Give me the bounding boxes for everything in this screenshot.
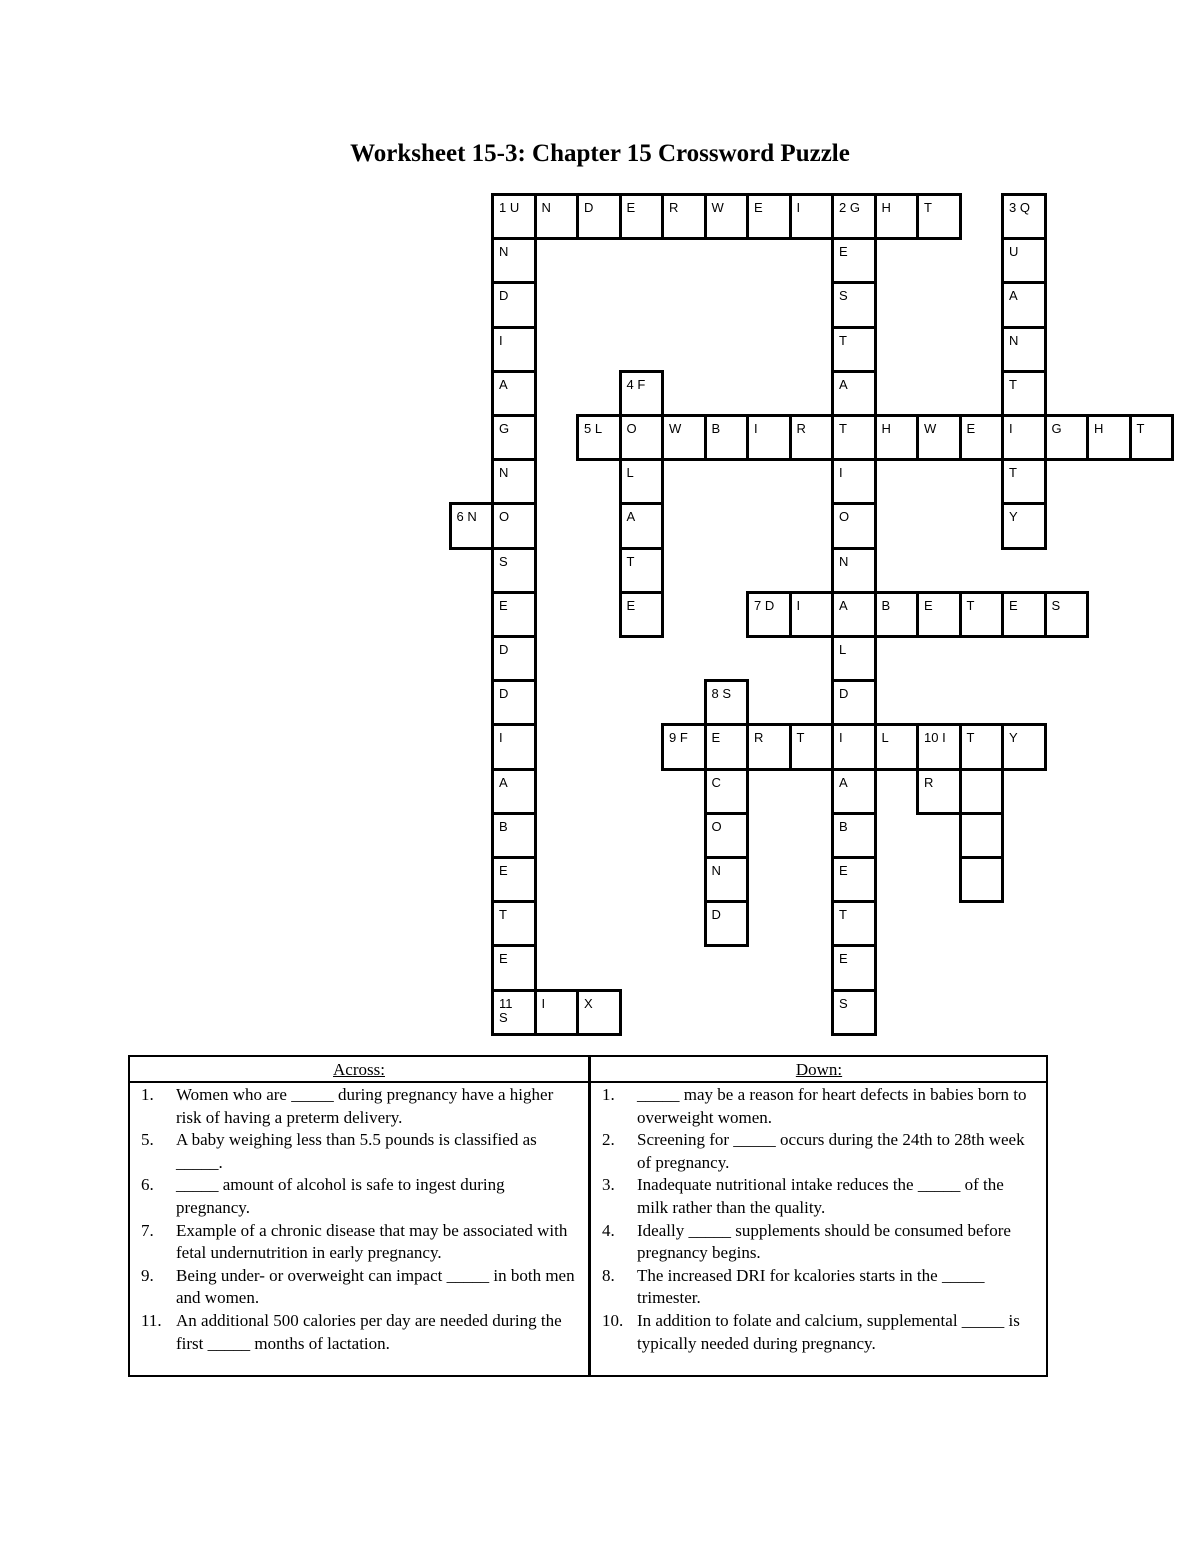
clue-number: 5. bbox=[141, 1130, 154, 1150]
cell-letter: E bbox=[626, 200, 636, 215]
cell-letter: S bbox=[839, 995, 848, 1011]
crossword-cell[interactable] bbox=[831, 502, 877, 549]
cell-letter: T bbox=[1009, 465, 1017, 481]
down-clue-list bbox=[591, 1084, 1047, 1355]
cell-letter: I bbox=[796, 200, 801, 215]
crossword-cell[interactable] bbox=[1001, 326, 1047, 373]
crossword-cell[interactable] bbox=[959, 723, 1005, 770]
crossword-cell[interactable] bbox=[491, 723, 537, 770]
crossword-cell[interactable] bbox=[704, 414, 750, 461]
cell-letter: N bbox=[1009, 332, 1019, 348]
cell-letter: L bbox=[839, 642, 847, 657]
crossword-cell[interactable] bbox=[491, 679, 537, 726]
cell-letter: T bbox=[839, 907, 847, 923]
cell-letter: G bbox=[1051, 421, 1062, 436]
clue-number: 4. bbox=[602, 1220, 615, 1240]
down-clue bbox=[591, 1220, 1047, 1265]
cell-letter: E bbox=[839, 951, 848, 967]
crossword-cell[interactable] bbox=[491, 812, 537, 859]
crossword-cell[interactable] bbox=[1001, 281, 1047, 328]
cell-letter: E bbox=[499, 951, 508, 967]
crossword-cell[interactable] bbox=[576, 193, 622, 240]
crossword-cell[interactable] bbox=[491, 326, 537, 373]
crossword-cell[interactable] bbox=[491, 635, 537, 682]
cell-letter: O bbox=[499, 509, 510, 525]
cell-letter: T bbox=[499, 907, 507, 923]
cell-letter: A bbox=[499, 774, 508, 790]
cell-letter: H bbox=[881, 200, 891, 215]
cell-letter: I bbox=[1009, 421, 1013, 436]
crossword-cell[interactable] bbox=[619, 458, 665, 505]
cell-letter: E bbox=[499, 597, 508, 613]
cell-letter: E bbox=[924, 597, 933, 613]
cell-letter: B bbox=[711, 421, 721, 436]
page-title: Worksheet 15-3: Chapter 15 Crossword Puzzle bbox=[350, 140, 850, 167]
crossword-cell[interactable] bbox=[491, 193, 537, 240]
cell-letter: D bbox=[499, 686, 509, 702]
cell-letter: G bbox=[499, 421, 510, 436]
crossword-cell[interactable] bbox=[534, 193, 580, 240]
crossword-cell[interactable] bbox=[916, 723, 962, 770]
cell-letter: T bbox=[839, 332, 847, 348]
crossword-cell[interactable] bbox=[831, 944, 877, 991]
crossword-cell[interactable] bbox=[1001, 414, 1047, 461]
clue-text: The increased DRI for kcalories starts in the _____ trimester. bbox=[637, 1265, 985, 1308]
crossword-cell[interactable] bbox=[874, 193, 920, 240]
crossword-cell[interactable] bbox=[959, 414, 1005, 461]
crossword-cell[interactable] bbox=[619, 591, 665, 638]
cell-letter: W bbox=[711, 200, 724, 215]
cell-letter: 9 F bbox=[669, 730, 688, 746]
cell-letter: I bbox=[839, 465, 843, 481]
cell-letter: 10 I bbox=[924, 730, 946, 746]
across-clue bbox=[130, 1084, 588, 1129]
clue-number: 6. bbox=[141, 1175, 154, 1195]
crossword-cell[interactable] bbox=[874, 591, 920, 638]
cell-letter: Y bbox=[1009, 730, 1018, 746]
crossword-cell[interactable] bbox=[831, 281, 877, 328]
cell-letter: D bbox=[499, 642, 509, 657]
crossword-cell[interactable] bbox=[1001, 502, 1047, 549]
clue-text: _____ amount of alcohol is safe to ingest during pregnancy. bbox=[176, 1175, 505, 1217]
cell-letter: T bbox=[839, 421, 847, 436]
cell-letter: Y bbox=[1009, 509, 1018, 525]
cell-letter: D bbox=[839, 686, 849, 702]
cell-letter: I bbox=[796, 597, 801, 613]
crossword-cell[interactable] bbox=[831, 989, 877, 1036]
across-clue bbox=[130, 1174, 588, 1219]
crossword-cell[interactable] bbox=[449, 502, 495, 549]
cell-letter: I bbox=[499, 332, 503, 348]
crossword-cell[interactable] bbox=[491, 281, 537, 328]
crossword-cell[interactable] bbox=[831, 414, 877, 461]
clue-number: 8. bbox=[602, 1265, 615, 1285]
crossword-cell[interactable] bbox=[704, 900, 750, 947]
cell-letter: R bbox=[669, 200, 679, 215]
crossword-cell[interactable] bbox=[1001, 458, 1047, 505]
cell-letter: R bbox=[924, 774, 934, 790]
crossword-cell[interactable] bbox=[491, 414, 537, 461]
cell-letter: 3 Q bbox=[1009, 200, 1030, 215]
cell-letter: W bbox=[669, 421, 682, 436]
cell-letter: N bbox=[711, 863, 721, 878]
cell-letter: 5 L bbox=[584, 421, 603, 436]
clue-text: Example of a chronic disease that may be associated with fetal undernutrition in early pregnancy. bbox=[176, 1220, 568, 1263]
crossword-cell[interactable] bbox=[746, 723, 792, 770]
crossword-cell[interactable] bbox=[619, 370, 665, 417]
across-clue-list bbox=[130, 1084, 588, 1355]
cell-letter: B bbox=[499, 818, 508, 834]
crossword-cell[interactable] bbox=[1001, 193, 1047, 240]
crossword-cell[interactable] bbox=[491, 458, 537, 505]
crossword-cell[interactable] bbox=[959, 591, 1005, 638]
across-clue bbox=[130, 1220, 588, 1265]
crossword-cell[interactable] bbox=[959, 856, 1005, 903]
across-heading: Across: bbox=[333, 1060, 385, 1079]
cell-letter: O bbox=[711, 818, 722, 834]
cell-letter: B bbox=[881, 597, 891, 613]
crossword-cell[interactable] bbox=[916, 591, 962, 638]
crossword-cell[interactable] bbox=[1129, 414, 1175, 461]
cell-letter: T bbox=[1009, 376, 1017, 392]
crossword-cell[interactable] bbox=[661, 414, 707, 461]
crossword-cell[interactable] bbox=[831, 193, 877, 240]
crossword-cell[interactable] bbox=[831, 237, 877, 284]
down-clue bbox=[591, 1129, 1047, 1174]
crossword-cell[interactable] bbox=[831, 812, 877, 859]
cell-letter: L bbox=[626, 465, 634, 481]
clue-text: Ideally _____ supplements should be consumed before pregnancy begins. bbox=[637, 1220, 1011, 1263]
cell-letter: S bbox=[499, 553, 508, 569]
cell-letter: A bbox=[499, 376, 508, 392]
cell-letter: T bbox=[626, 553, 635, 569]
cell-letter: I bbox=[499, 730, 503, 746]
cell-letter: D bbox=[584, 200, 594, 215]
crossword-cell[interactable] bbox=[874, 723, 920, 770]
crossword-cell[interactable] bbox=[491, 944, 537, 991]
across-clue bbox=[130, 1310, 588, 1355]
crossword-cell[interactable] bbox=[831, 591, 877, 638]
crossword-cell[interactable] bbox=[1044, 591, 1090, 638]
down-heading: Down: bbox=[795, 1060, 843, 1079]
crossword-cell[interactable] bbox=[831, 856, 877, 903]
crossword-cell[interactable] bbox=[831, 547, 877, 594]
crossword-cell[interactable] bbox=[746, 591, 792, 638]
cell-letter: 8 S bbox=[711, 686, 732, 702]
crossword-cell[interactable] bbox=[491, 768, 537, 815]
crossword-cell[interactable] bbox=[619, 414, 665, 461]
cell-letter: S bbox=[1051, 597, 1061, 613]
crossword-cell[interactable] bbox=[491, 856, 537, 903]
crossword-cell[interactable] bbox=[959, 812, 1005, 859]
crossword-cell[interactable] bbox=[746, 193, 792, 240]
crossword-cell[interactable] bbox=[789, 723, 835, 770]
cell-letter: T bbox=[966, 597, 975, 613]
cell-letter: O bbox=[626, 421, 637, 436]
crossword-cell[interactable] bbox=[1001, 591, 1047, 638]
cell-letter: I bbox=[839, 730, 843, 746]
across-clue bbox=[130, 1265, 588, 1310]
crossword-cell[interactable] bbox=[491, 989, 537, 1036]
clue-text: An additional 500 calories per day are needed during the first _____ months of lactation. bbox=[176, 1310, 562, 1353]
crossword-cell[interactable] bbox=[534, 989, 580, 1036]
crossword-cell[interactable] bbox=[661, 723, 707, 770]
crossword-cell[interactable] bbox=[831, 900, 877, 947]
down-clue bbox=[591, 1084, 1047, 1129]
cell-letter: A bbox=[626, 509, 636, 525]
crossword-cell[interactable] bbox=[1001, 723, 1047, 770]
cell-letter: E bbox=[754, 200, 763, 215]
crossword-cell[interactable] bbox=[831, 768, 877, 815]
clue-number: 9. bbox=[141, 1265, 154, 1285]
crossword-cell[interactable] bbox=[491, 502, 537, 549]
crossword-cell[interactable] bbox=[704, 768, 750, 815]
crossword-cell[interactable] bbox=[916, 768, 962, 815]
cell-letter: R bbox=[796, 421, 806, 436]
cell-letter: C bbox=[711, 774, 721, 790]
cell-letter: 7 D bbox=[754, 597, 775, 613]
cell-letter: A bbox=[839, 376, 848, 392]
cell-letter: O bbox=[839, 509, 850, 525]
cell-letter: E bbox=[839, 244, 848, 260]
crossword-cell[interactable] bbox=[959, 768, 1005, 815]
down-clue bbox=[591, 1174, 1047, 1219]
crossword-cell[interactable] bbox=[1044, 414, 1090, 461]
clue-number: 3. bbox=[602, 1175, 615, 1195]
header-divider bbox=[130, 1081, 1046, 1083]
crossword-cell[interactable] bbox=[704, 812, 750, 859]
clue-number: 1. bbox=[602, 1085, 615, 1104]
cell-letter: 4 F bbox=[626, 376, 646, 392]
clue-text: A baby weighing less than 5.5 pounds is classified as _____. bbox=[176, 1130, 537, 1172]
cell-letter: A bbox=[1009, 288, 1018, 304]
crossword-cell[interactable] bbox=[746, 414, 792, 461]
cell-letter: 6 N bbox=[456, 509, 477, 525]
cell-letter: D bbox=[711, 907, 721, 923]
crossword-cell[interactable] bbox=[491, 591, 537, 638]
down-clue bbox=[591, 1265, 1047, 1310]
cell-letter: E bbox=[966, 421, 976, 436]
clue-number: 2. bbox=[602, 1130, 615, 1150]
clue-text: Inadequate nutritional intake reduces the _____ of the milk rather than the quality. bbox=[637, 1175, 1004, 1217]
crossword-cell[interactable] bbox=[619, 193, 665, 240]
cell-letter: H bbox=[1094, 421, 1104, 436]
crossword-cell[interactable] bbox=[1086, 414, 1132, 461]
crossword-cell[interactable] bbox=[491, 237, 537, 284]
cell-letter: H bbox=[881, 421, 891, 436]
crossword-cell[interactable] bbox=[491, 900, 537, 947]
crossword-cell[interactable] bbox=[789, 414, 835, 461]
cell-letter: T bbox=[796, 730, 805, 746]
crossword-cell[interactable] bbox=[619, 547, 665, 594]
cell-letter: I bbox=[754, 421, 758, 436]
cell-letter: I bbox=[541, 995, 546, 1011]
cell-letter: N bbox=[499, 244, 509, 260]
cell-letter: 1 U bbox=[499, 200, 520, 215]
crossword-cell[interactable] bbox=[789, 193, 835, 240]
cell-letter: T bbox=[966, 730, 975, 746]
crossword-cell[interactable] bbox=[831, 458, 877, 505]
cell-letter: A bbox=[839, 597, 848, 613]
down-clue bbox=[591, 1310, 1047, 1355]
cell-letter: E bbox=[499, 863, 508, 878]
clue-text: _____ may be a reason for heart defects in babies born to overweight women. bbox=[637, 1085, 1027, 1127]
crossword-cell[interactable] bbox=[1001, 237, 1047, 284]
cell-letter: R bbox=[754, 730, 764, 746]
cell-letter: 11 S bbox=[499, 995, 513, 1025]
crossword-cell[interactable] bbox=[576, 414, 622, 461]
clue-number: 11. bbox=[141, 1310, 162, 1330]
crossword-cell[interactable] bbox=[491, 547, 537, 594]
crossword-cell[interactable] bbox=[831, 679, 877, 726]
cell-letter: B bbox=[839, 818, 848, 834]
clue-number: 1. bbox=[141, 1085, 154, 1104]
crossword-cell[interactable] bbox=[789, 591, 835, 638]
clue-number: 7. bbox=[141, 1220, 154, 1240]
crossword-cell[interactable] bbox=[619, 502, 665, 549]
crossword-cell[interactable] bbox=[874, 414, 920, 461]
clues-table bbox=[128, 1055, 1048, 1377]
cell-letter: S bbox=[839, 288, 848, 304]
crossword-cell[interactable] bbox=[831, 723, 877, 770]
cell-letter: W bbox=[924, 421, 937, 436]
cell-letter: N bbox=[839, 553, 849, 569]
cell-letter: N bbox=[541, 200, 551, 215]
crossword-cell[interactable] bbox=[831, 370, 877, 417]
cell-letter: E bbox=[711, 730, 721, 746]
cell-letter: U bbox=[1009, 244, 1019, 260]
cell-letter: E bbox=[626, 597, 636, 613]
cell-letter: 2 G bbox=[839, 200, 860, 215]
crossword-cell[interactable] bbox=[704, 679, 750, 726]
crossword-cell[interactable] bbox=[661, 193, 707, 240]
crossword-cell[interactable] bbox=[831, 635, 877, 682]
cell-letter: D bbox=[499, 288, 509, 304]
crossword-cell[interactable] bbox=[916, 414, 962, 461]
crossword-cell[interactable] bbox=[1001, 370, 1047, 417]
clue-text: In addition to folate and calcium, supplemental _____ is typically needed during pregnancy. bbox=[637, 1310, 1020, 1353]
crossword-cell[interactable] bbox=[704, 723, 750, 770]
cell-letter: E bbox=[1009, 597, 1018, 613]
crossword-cell[interactable] bbox=[704, 856, 750, 903]
across-clue bbox=[130, 1129, 588, 1174]
cell-letter: A bbox=[839, 774, 848, 790]
crossword-cell[interactable] bbox=[831, 326, 877, 373]
clue-text: Screening for _____ occurs during the 24th to 28th week of pregnancy. bbox=[637, 1130, 1025, 1172]
crossword-cell[interactable] bbox=[491, 370, 537, 417]
cell-letter: L bbox=[881, 730, 889, 746]
cell-letter: X bbox=[584, 995, 593, 1011]
cell-letter: T bbox=[924, 200, 932, 215]
clue-text: Women who are _____ during pregnancy have a higher risk of having a preterm delivery. bbox=[176, 1085, 554, 1127]
crossword-cell[interactable] bbox=[704, 193, 750, 240]
cell-letter: N bbox=[499, 465, 509, 481]
clue-text: Being under- or overweight can impact _____ in both men and women. bbox=[176, 1265, 575, 1308]
crossword-cell[interactable] bbox=[576, 989, 622, 1036]
cell-letter: E bbox=[839, 863, 848, 878]
cell-letter: T bbox=[1136, 421, 1145, 436]
clue-number: 10. bbox=[602, 1310, 624, 1330]
crossword-cell[interactable] bbox=[916, 193, 962, 240]
